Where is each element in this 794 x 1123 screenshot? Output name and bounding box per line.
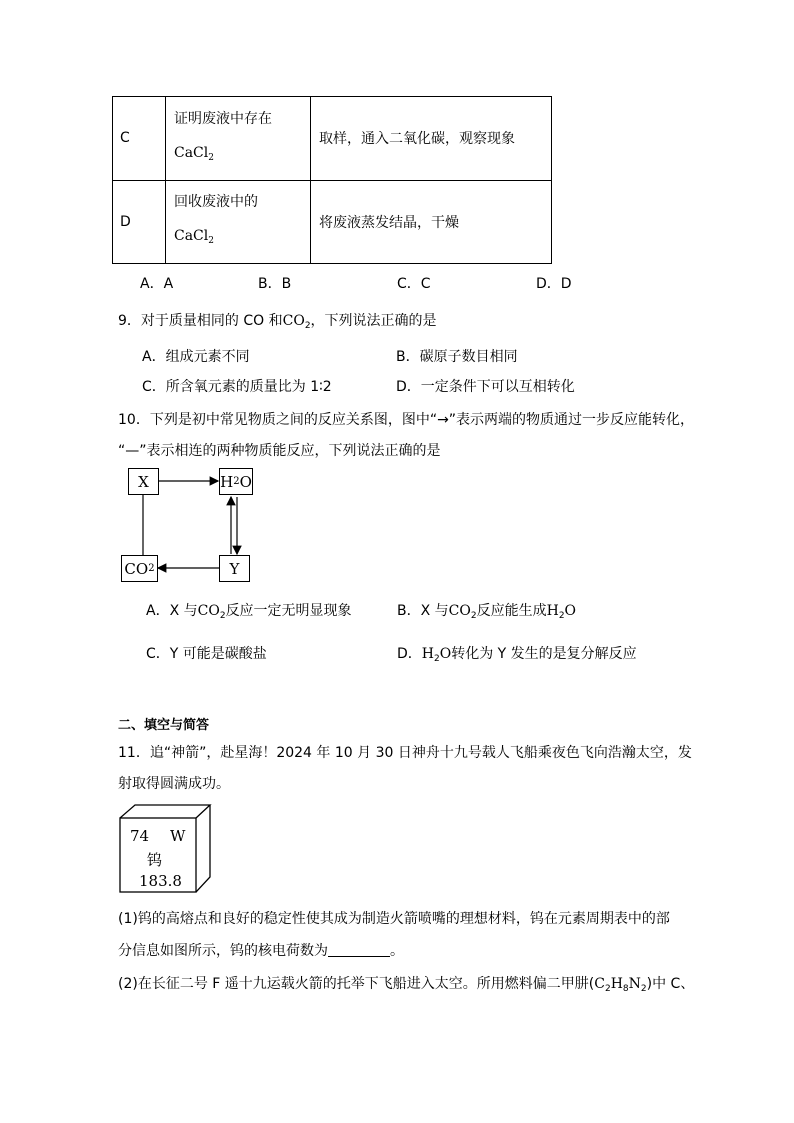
- q11-part1-line1: (1)钨的高熔点和良好的稳定性使其成为制造火箭喷嘴的理想材料，钨在元素周期表中的部: [118, 911, 670, 927]
- choice-d: D．D: [536, 276, 572, 292]
- q11-stem-line1: 11．追“神箭”，赴星海！2024 年 10 月 30 日神舟十九号载人飞船乘夜色飞向浩瀚太空，发: [118, 745, 692, 761]
- q9-option-c: C．所含氧元素的质量比为 1∶2: [142, 379, 332, 395]
- q10-option-b: B．X 与$CO_2$反应能生成$H_2O$: [397, 603, 577, 621]
- q10-option-d: D．$H_2O$转化为 Y 发生的是复分解反应: [397, 646, 637, 664]
- node-x: X: [128, 468, 159, 495]
- q10-option-c: C．Y 可能是碳酸盐: [146, 646, 267, 662]
- row-letter: C: [113, 97, 166, 181]
- q9-option-a: A．组成元素不同: [142, 349, 250, 365]
- q9-option-b: B．碳原子数目相同: [396, 349, 518, 365]
- row-letter: D: [113, 180, 166, 264]
- element-name: 钨: [147, 851, 163, 869]
- choice-c: C．C: [397, 276, 431, 292]
- choice-a: A．A: [140, 276, 174, 292]
- q10-option-a: A．X 与$CO_2$反应一定无明显现象: [146, 603, 352, 621]
- q9-stem: 9．对于质量相同的 CO 和$CO_2$，下列说法正确的是: [118, 313, 437, 331]
- row-purpose: 证明废液中存在 CaCl$_2$: [166, 97, 311, 181]
- q11-part1-line2: 分信息如图所示，钨的核电荷数为 。: [118, 943, 404, 959]
- q9-option-d: D．一定条件下可以互相转化: [396, 379, 575, 395]
- q10-stem-line1: 10．下列是初中常见物质之间的反应关系图，图中“→”表示两端的物质通过一步反应能转化，: [118, 412, 695, 428]
- table-row: [113, 97, 552, 181]
- table-row: [113, 180, 552, 264]
- node-h2o: H 2 O: [219, 468, 253, 495]
- q11-stem-line2: 射取得圆满成功。: [118, 776, 230, 792]
- node-y: Y: [219, 555, 250, 582]
- element-mass: 183.8: [139, 872, 182, 890]
- q10-stem-line2: “—”表示相连的两种物质能反应，下列说法正确的是: [118, 443, 441, 459]
- choice-b: B．B: [258, 276, 292, 292]
- q11-part2: (2)在长征二号 F 遥十九运载火箭的托举下飞船进入太空。所用燃料偏二甲肼$(C_2H_8N_2)$中 C、: [118, 976, 695, 994]
- element-number: 74: [130, 827, 150, 845]
- answer-blank[interactable]: [328, 943, 390, 957]
- node-co2: CO 2: [121, 555, 158, 582]
- element-symbol: W: [170, 827, 186, 845]
- row-purpose: 回收废液中的 CaCl$_2$: [166, 180, 311, 264]
- section-heading: 二、填空与简答: [118, 718, 210, 733]
- row-method: 将废液蒸发结晶，干燥: [311, 180, 552, 264]
- options-table: [112, 96, 552, 264]
- row-method: 取样，通入二氧化碳，观察现象: [311, 97, 552, 181]
